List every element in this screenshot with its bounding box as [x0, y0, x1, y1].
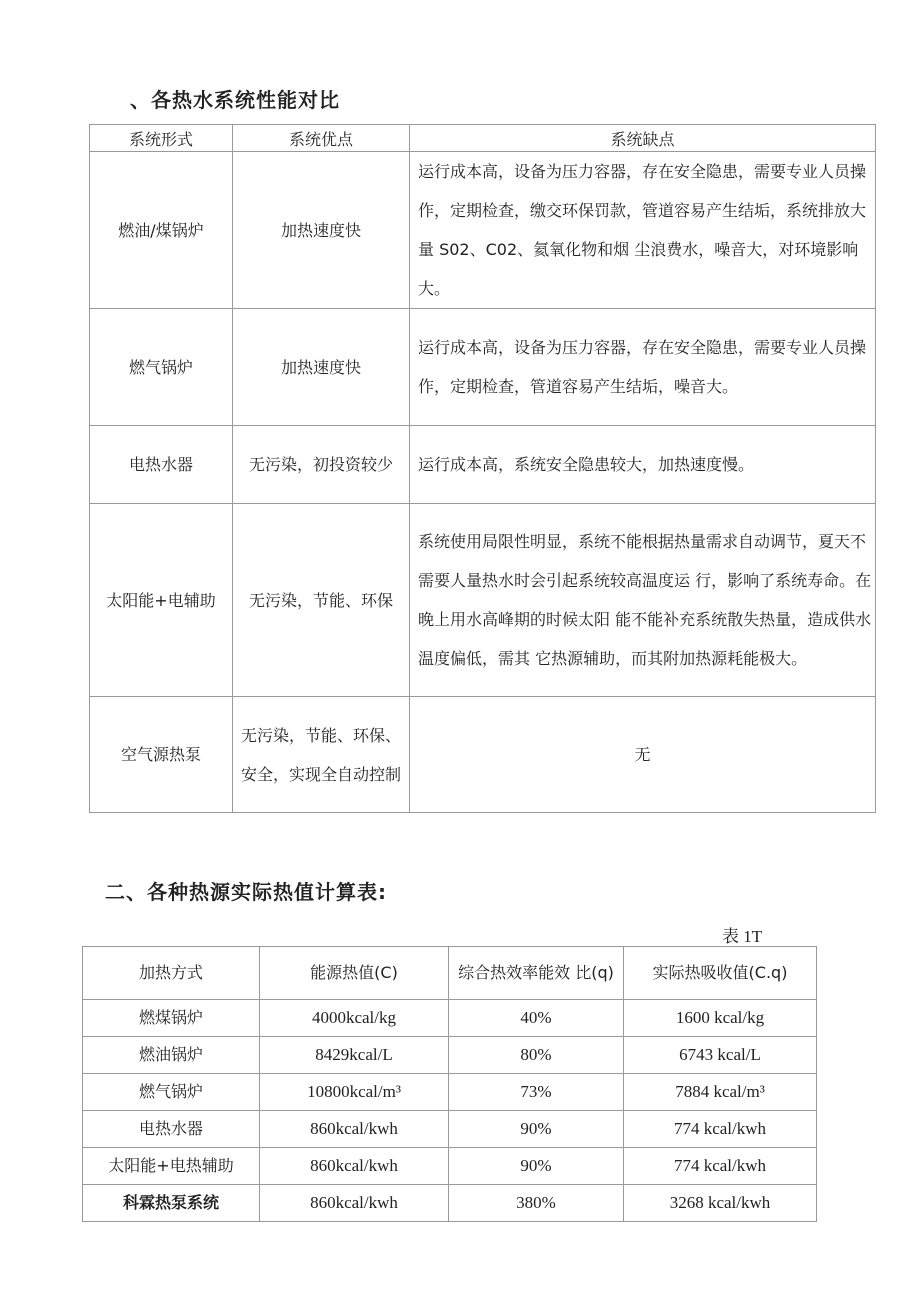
cell-cons: 无 [410, 697, 876, 813]
table-header-row [90, 125, 876, 152]
cell-value: 4000kcal/kg [260, 1000, 449, 1037]
table-caption: 表 1T [722, 927, 763, 946]
cell-type: 太阳能+电辅助 [90, 504, 233, 697]
cell-cons: 运行成本高，设备为压力容器，存在安全隐患，需要专业人员操作，定期检查，管道容易产生结垢，噪音大。 [410, 309, 876, 426]
header-value: 能源热值(C) [260, 947, 449, 1000]
cell-pros: 无污染，节能、环保、安全，实现全自动控制 [233, 697, 410, 813]
cell-value: 10800kcal/m³ [260, 1074, 449, 1111]
cell-method: 电热水器 [83, 1111, 260, 1148]
table-row [90, 697, 876, 813]
header-pros: 系统优点 [233, 125, 410, 152]
cell-eff: 40% [449, 1000, 624, 1037]
cell-pros: 加热速度快 [233, 309, 410, 426]
cell-cons: 运行成本高，系统安全隐患较大，加热速度慢。 [410, 426, 876, 504]
table-row [83, 1000, 817, 1037]
header-actual: 实际热吸收值(C.q) [624, 947, 817, 1000]
table-row [83, 1111, 817, 1148]
cell-method: 燃煤锅炉 [83, 1000, 260, 1037]
cell-actual: 7884 kcal/m³ [624, 1074, 817, 1111]
table-row [90, 426, 876, 504]
table-row [90, 504, 876, 697]
cell-eff: 80% [449, 1037, 624, 1074]
header-eff: 综合热效率能效 比(q) [449, 947, 624, 1000]
cell-value: 860kcal/kwh [260, 1111, 449, 1148]
table-row [83, 1185, 817, 1222]
cell-value: 860kcal/kwh [260, 1148, 449, 1185]
cell-eff: 90% [449, 1111, 624, 1148]
cell-method: 燃气锅炉 [83, 1074, 260, 1111]
cell-actual: 774 kcal/kwh [624, 1148, 817, 1185]
table-row [83, 1148, 817, 1185]
table-row [83, 1037, 817, 1074]
header-method: 加热方式 [83, 947, 260, 1000]
header-cons: 系统缺点 [410, 125, 876, 152]
cell-eff: 380% [449, 1185, 624, 1222]
heat-value-table [82, 946, 817, 1222]
cell-actual: 3268 kcal/kwh [624, 1185, 817, 1222]
table-row [90, 309, 876, 426]
cell-type: 空气源热泵 [90, 697, 233, 813]
cell-method: 太阳能+电热辅助 [83, 1148, 260, 1185]
cell-method: 燃油锅炉 [83, 1037, 260, 1074]
table-row [90, 152, 876, 309]
cell-value: 8429kcal/L [260, 1037, 449, 1074]
cell-cons: 运行成本高，设备为压力容器，存在安全隐患，需要专业人员操作，定期检查，缴交环保罚款，管道容易产生结垢，系统排放大量 S02、C02、氦氧化物和烟 尘浪费水，噪音大，对环境影响大。 [410, 152, 876, 309]
table-header-row [83, 947, 817, 1000]
comparison-table [89, 124, 876, 813]
cell-eff: 73% [449, 1074, 624, 1111]
cell-method: 科霖热泵系统 [83, 1185, 260, 1222]
section2-title: 二、各种热源实际热值计算表: [105, 880, 387, 904]
header-type: 系统形式 [90, 125, 233, 152]
cell-actual: 774 kcal/kwh [624, 1111, 817, 1148]
cell-pros: 无污染，初投资较少 [233, 426, 410, 504]
cell-pros: 加热速度快 [233, 152, 410, 309]
cell-type: 燃油/煤锅炉 [90, 152, 233, 309]
cell-actual: 1600 kcal/kg [624, 1000, 817, 1037]
cell-type: 燃气锅炉 [90, 309, 233, 426]
cell-type: 电热水器 [90, 426, 233, 504]
cell-actual: 6743 kcal/L [624, 1037, 817, 1074]
cell-eff: 90% [449, 1148, 624, 1185]
cell-pros: 无污染，节能、环保 [233, 504, 410, 697]
cell-value: 860kcal/kwh [260, 1185, 449, 1222]
section1-title: 、各热水系统性能对比 [130, 88, 340, 112]
table-row [83, 1074, 817, 1111]
cell-cons: 系统使用局限性明显，系统不能根据热量需求自动调节，夏天不需要人量热水时会引起系统较高温度运 行，影响了系统寿命。在晚上用水高峰期的时候太阳 能不能补充系统散失热量，造成供水温度偏低，需其 它热源辅助，而其附加热源耗能极大。 [410, 504, 876, 697]
